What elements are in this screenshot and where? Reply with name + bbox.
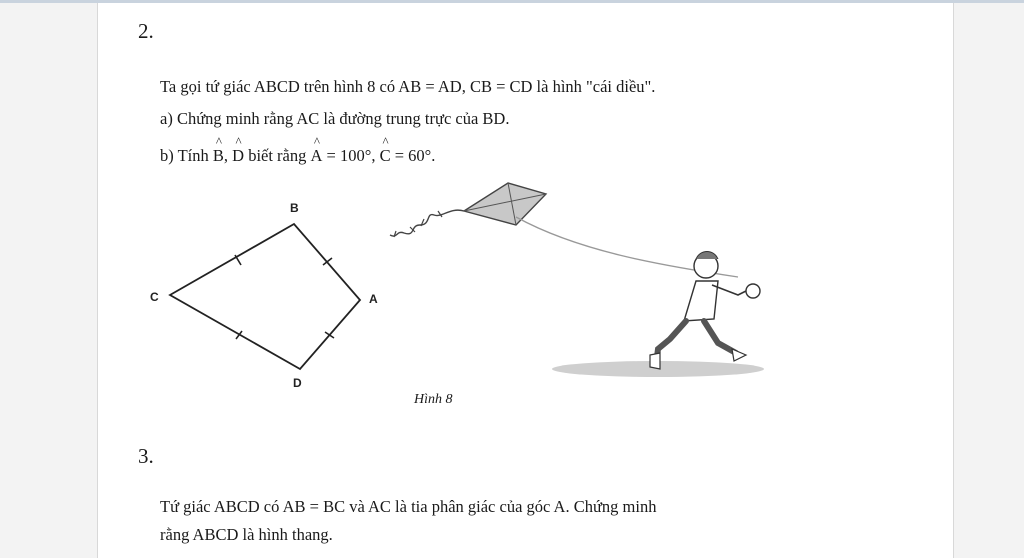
boy-front-leg xyxy=(704,321,736,353)
kite-body xyxy=(464,183,546,225)
part-b-prefix: b) Tính xyxy=(160,146,209,165)
angle-c-value: = 60°. xyxy=(394,146,436,165)
exercise-2-intro: Ta gọi tứ giác ABCD trên hình 8 có AB = AD, CB = CD là hình "cái diều". xyxy=(160,77,656,96)
boy-shirt xyxy=(684,281,718,321)
angle-a-symbol: ^ A xyxy=(311,146,323,166)
boy-back-shoe xyxy=(650,353,660,369)
boy-running-illustration xyxy=(552,252,764,378)
exercise-3-line-1: Tứ giác ABCD có AB = BC và AC là tia phân giác của góc A. Chứng minh xyxy=(160,497,657,516)
tick-ad xyxy=(325,332,334,338)
vertex-label-d: D xyxy=(293,376,302,390)
figure-8 xyxy=(98,3,953,558)
kite-reel xyxy=(746,284,760,298)
document-page xyxy=(98,3,953,558)
angle-d-symbol: ^ D xyxy=(232,146,244,166)
angle-b-symbol: ^ B xyxy=(213,146,224,166)
vertex-label-c: C xyxy=(150,290,159,304)
exercise-2-part-a: a) Chứng minh rằng AC là đường trung trực của BD. xyxy=(160,109,510,128)
angle-a-value: = 100°, xyxy=(326,146,376,165)
kite-tail xyxy=(390,210,464,236)
kite-illustration xyxy=(390,183,738,277)
exercise-3-line-2: rằng ABCD là hình thang. xyxy=(160,525,333,544)
exercise-3-number: 3. xyxy=(138,444,154,468)
figure-caption: Hình 8 xyxy=(414,392,453,407)
quadrilateral-abcd xyxy=(170,224,360,369)
vertex-label-b: B xyxy=(290,201,299,215)
left-margin xyxy=(0,3,98,558)
part-b-middle: biết rằng xyxy=(248,146,307,165)
boy-hair xyxy=(696,252,718,260)
exercise-2-number: 2. xyxy=(138,19,154,43)
angle-separator: , xyxy=(223,146,229,165)
vertex-label-a: A xyxy=(369,292,378,306)
boy-front-shoe xyxy=(732,349,746,361)
kite-quadrilateral xyxy=(150,201,378,390)
right-margin xyxy=(953,3,1024,558)
angle-c-symbol: ^ C xyxy=(380,146,391,166)
